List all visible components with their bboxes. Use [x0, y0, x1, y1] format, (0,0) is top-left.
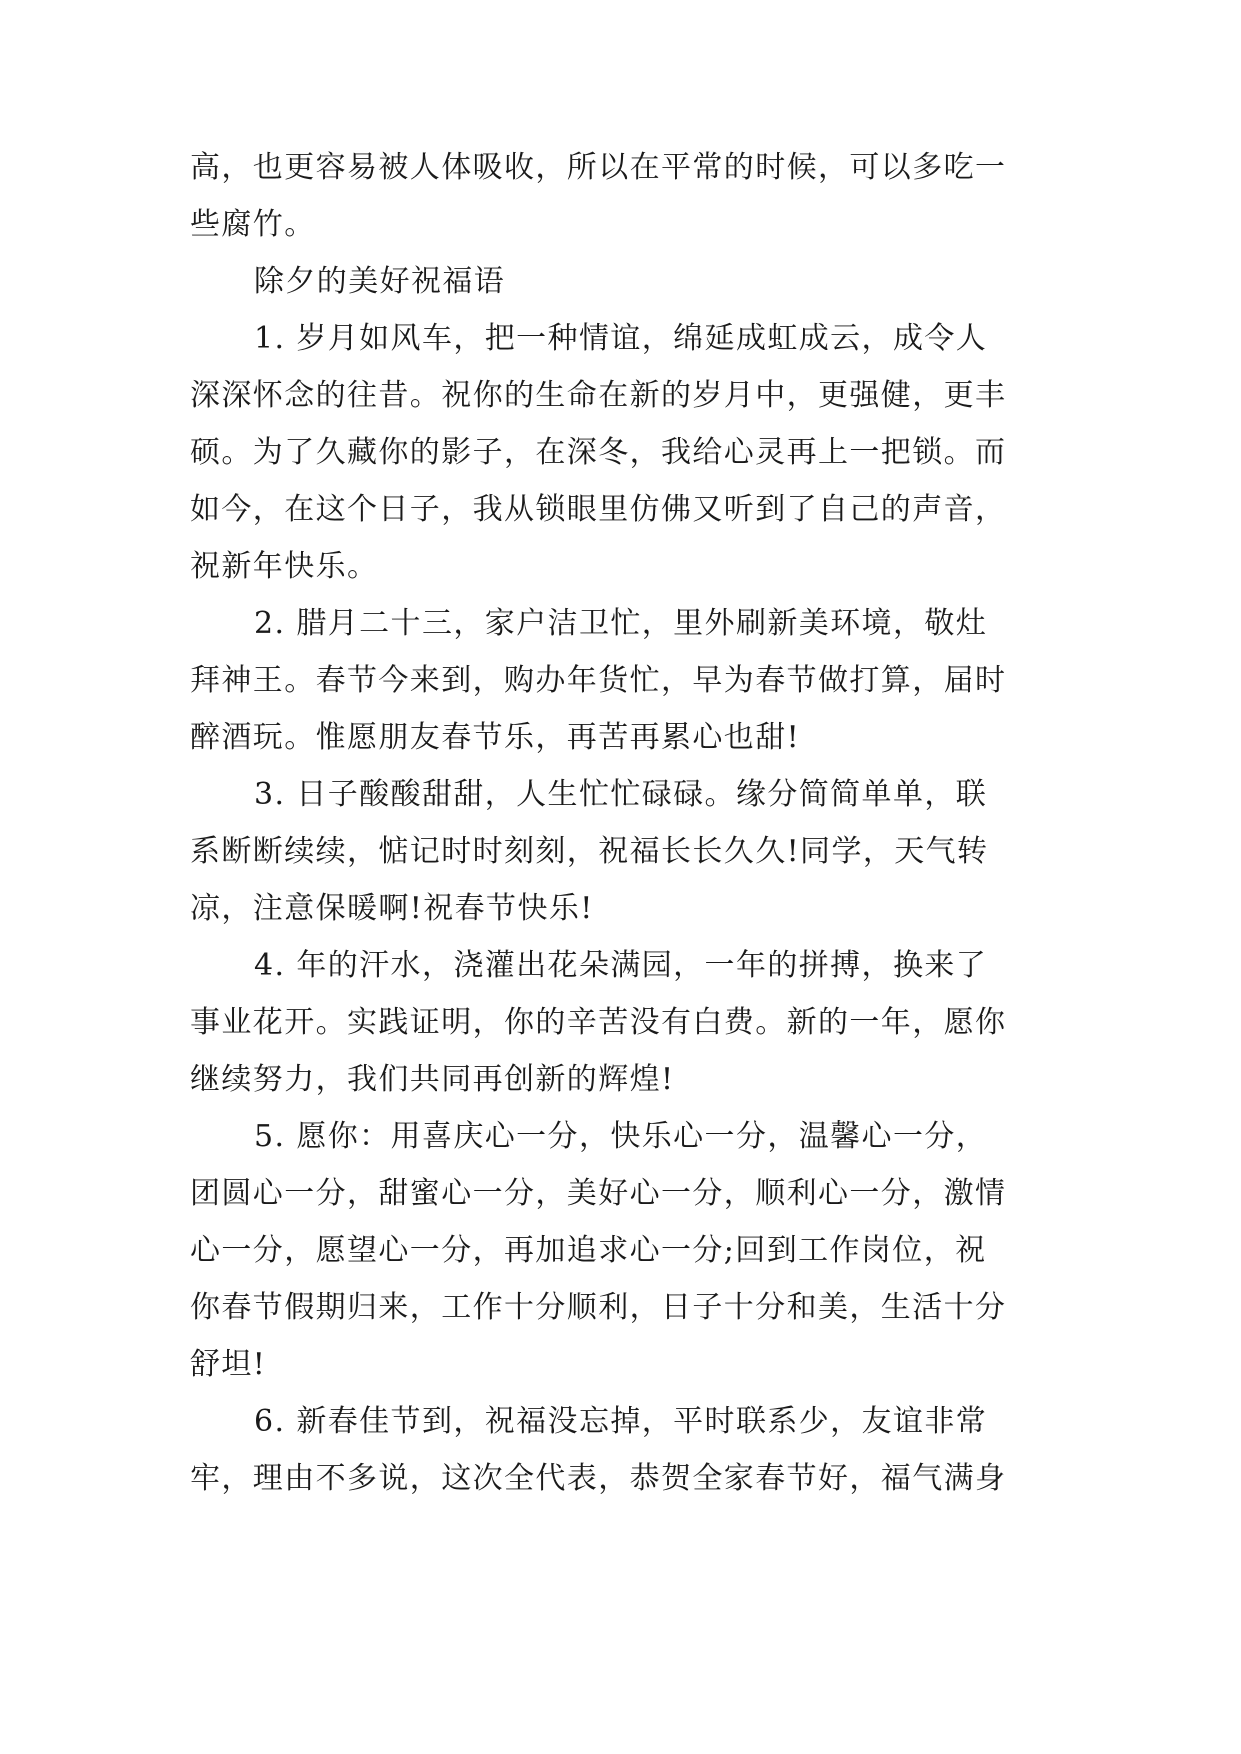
text-line: 醉酒玩。惟愿朋友春节乐，再苦再累心也甜!: [190, 720, 801, 755]
list-item-5-line: 5. 愿你：用喜庆心一分，快乐心一分，温馨心一分，: [254, 1119, 988, 1154]
text-line: 高，也更容易被人体吸收，所以在平常的时候，可以多吃一: [190, 150, 1007, 185]
text-line: 祝新年快乐。: [190, 549, 379, 584]
list-item-6-line: 6. 新春佳节到，祝福没忘掉，平时联系少，友谊非常: [254, 1404, 988, 1439]
text-line: 继续努力，我们共同再创新的辉煌!: [190, 1062, 675, 1097]
text-line: 如今，在这个日子，我从锁眼里仿佛又听到了自己的声音，: [190, 492, 1007, 527]
text-line: 牢，理由不多说，这次全代表，恭贺全家春节好，福气满身: [190, 1461, 1007, 1496]
text-line: 凉，注意保暖啊!祝春节快乐!: [190, 891, 594, 926]
text-line: 拜神王。春节今来到，购办年货忙，早为春节做打算，届时: [190, 663, 1007, 698]
list-item-1-line: 1. 岁月如风车，把一种情谊，绵延成虹成云，成令人: [254, 321, 988, 356]
text-line: 深深怀念的往昔。祝你的生命在新的岁月中，更强健，更丰: [190, 378, 1007, 413]
text-line: 硕。为了久藏你的影子，在深冬，我给心灵再上一把锁。而: [190, 435, 1007, 470]
text-line: 些腐竹。: [190, 207, 316, 242]
text-line: 事业花开。实践证明，你的辛苦没有白费。新的一年，愿你: [190, 1005, 1007, 1040]
list-item-2-line: 2. 腊月二十三，家户洁卫忙，里外刷新美环境，敬灶: [254, 606, 988, 641]
section-heading: 除夕的美好祝福语: [254, 264, 506, 299]
text-line: 你春节假期归来，工作十分顺利，日子十分和美，生活十分: [190, 1290, 1007, 1325]
text-line: 团圆心一分，甜蜜心一分，美好心一分，顺利心一分，激情: [190, 1176, 1007, 1211]
list-item-3-line: 3. 日子酸酸甜甜，人生忙忙碌碌。缘分简简单单，联: [254, 777, 988, 812]
text-line: 舒坦!: [190, 1347, 267, 1382]
text-line: 心一分，愿望心一分，再加追求心一分;回到工作岗位，祝: [190, 1233, 987, 1268]
list-item-4-line: 4. 年的汗水，浇灌出花朵满园，一年的拼搏，换来了: [254, 948, 988, 983]
text-line: 系断断续续，惦记时时刻刻，祝福长长久久!同学，天气转: [190, 834, 989, 869]
